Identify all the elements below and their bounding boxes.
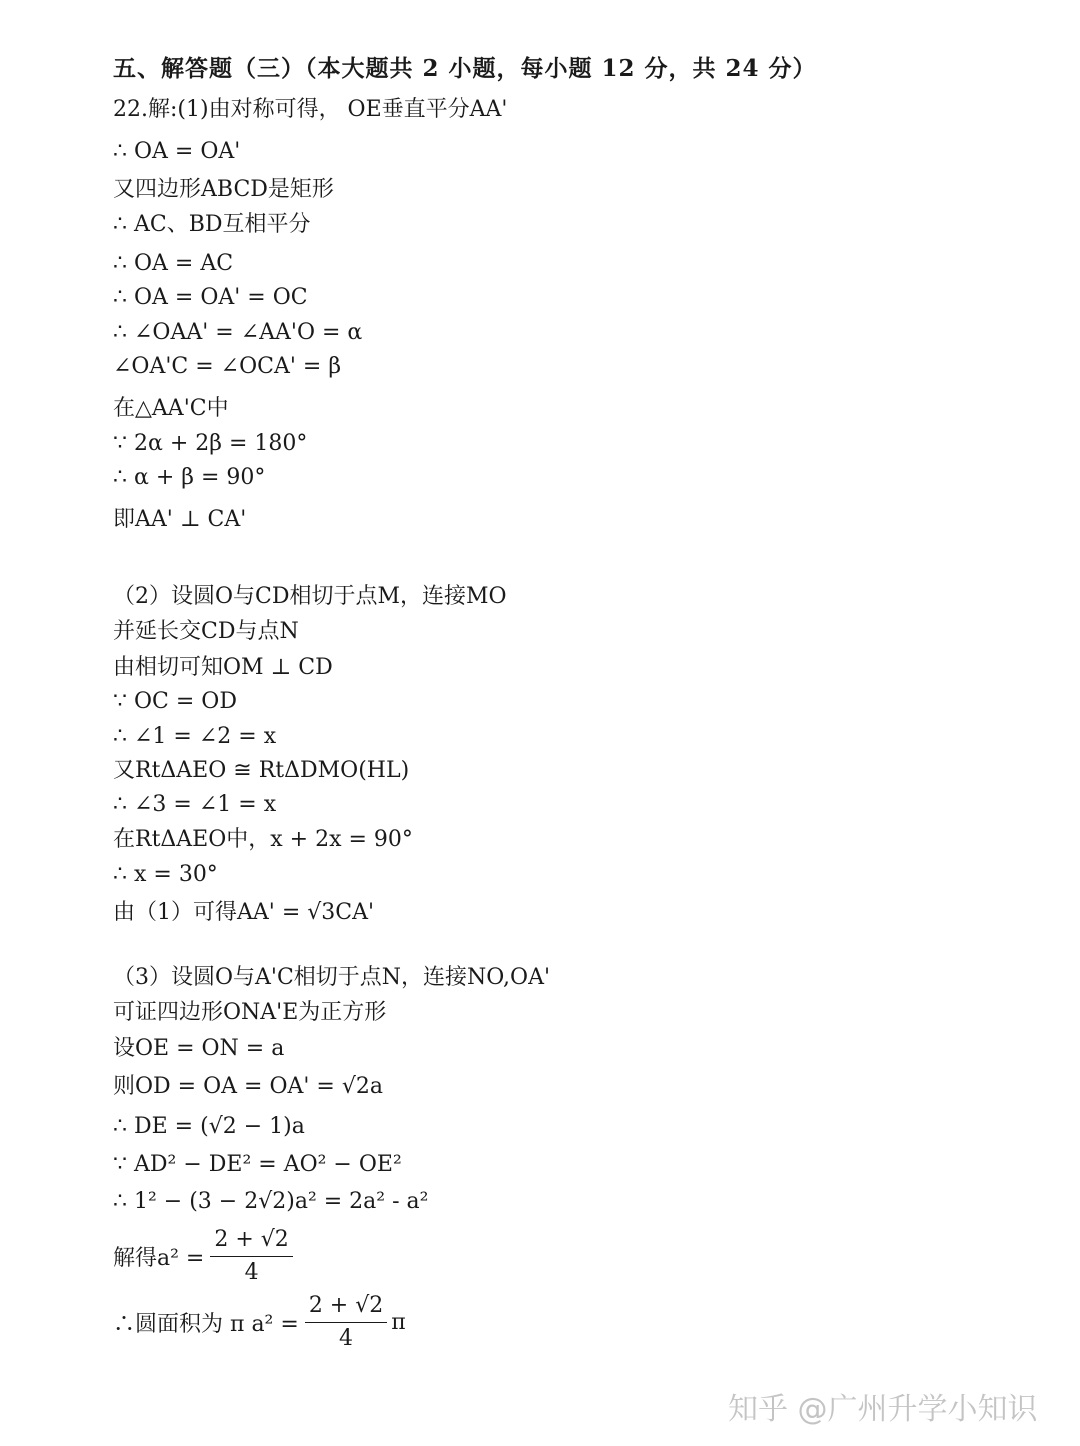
- section-heading: 五、解答题（三）（本大题共 2 小题，每小题 12 分，共 24 分）: [113, 55, 817, 82]
- solve-prefix: 解得a² =: [113, 1246, 205, 1271]
- fraction-denominator: 4: [244, 1260, 259, 1285]
- solution-line: 又RtΔAEO ≅ RtΔDMO(HL): [113, 758, 410, 783]
- solution-line: （2）设圆O与CD相切于点M，连接MO: [113, 584, 507, 609]
- solution-line: ∴ x = 30°: [113, 862, 218, 887]
- solution-line: 即AA' ⊥ CA': [113, 507, 247, 532]
- solution-line: 又四边形ABCD是矩形: [113, 177, 334, 202]
- area-prefix: ∴圆面积为 π a² =: [113, 1312, 299, 1337]
- solution-line: ∵ 2α + 2β = 180°: [113, 431, 308, 456]
- solution-line: 在RtΔAEO中，x + 2x = 90°: [113, 827, 413, 852]
- solution-line: ∵ AD² − DE² = AO² − OE²: [113, 1152, 402, 1177]
- solution-line: 设OE = ON = a: [113, 1036, 285, 1061]
- solution-line: 由相切可知OM ⊥ CD: [113, 655, 333, 680]
- solution-line: 可证四边形ONA'E为正方形: [113, 1000, 387, 1025]
- solution-line: 在△AA'C中: [113, 396, 229, 421]
- solution-line: ∴ ∠OAA' = ∠AA'O = α: [113, 320, 363, 345]
- solution-line: ∴ OA = AC: [113, 251, 234, 276]
- solution-line: ∴ ∠3 = ∠1 = x: [113, 792, 277, 817]
- solution-line: ∴ DE = (√2 − 1)a: [113, 1114, 305, 1139]
- watermark: 知乎 @广州升学小知识: [728, 1392, 1038, 1427]
- solution-line: ∠OA'C = ∠OCA' = β: [113, 354, 342, 379]
- solve-equation: [113, 1226, 293, 1287]
- solution-line: ∴ ∠1 = ∠2 = x: [113, 724, 277, 749]
- solution-line: （3）设圆O与A'C相切于点N，连接NO,OA': [113, 965, 551, 990]
- fraction-numerator: 2 + √2: [210, 1226, 292, 1257]
- fraction: [210, 1226, 292, 1287]
- fraction-denominator: 4: [339, 1326, 354, 1351]
- area-equation: [113, 1292, 406, 1353]
- solution-line: ∴ AC、BD互相平分: [113, 212, 311, 237]
- solution-line: 22.解:(1)由对称可得， OE垂直平分AA': [113, 97, 508, 122]
- solution-line: ∴ 1² − (3 − 2√2)a² = 2a² - a²: [113, 1189, 429, 1214]
- fraction-numerator: 2 + √2: [305, 1292, 387, 1323]
- solution-line: ∵ OC = OD: [113, 689, 237, 714]
- solution-line: ∴ α + β = 90°: [113, 465, 266, 490]
- solution-line: ∴ OA = OA': [113, 139, 241, 164]
- fraction: [305, 1292, 387, 1353]
- solution-line: 则OD = OA = OA' = √2a: [113, 1074, 383, 1099]
- solution-line: ∴ OA = OA' = OC: [113, 285, 308, 310]
- area-suffix: π: [391, 1310, 406, 1335]
- solution-line: 并延长交CD与点N: [113, 619, 299, 644]
- solution-line: 由（1）可得AA' = √3CA': [113, 900, 375, 925]
